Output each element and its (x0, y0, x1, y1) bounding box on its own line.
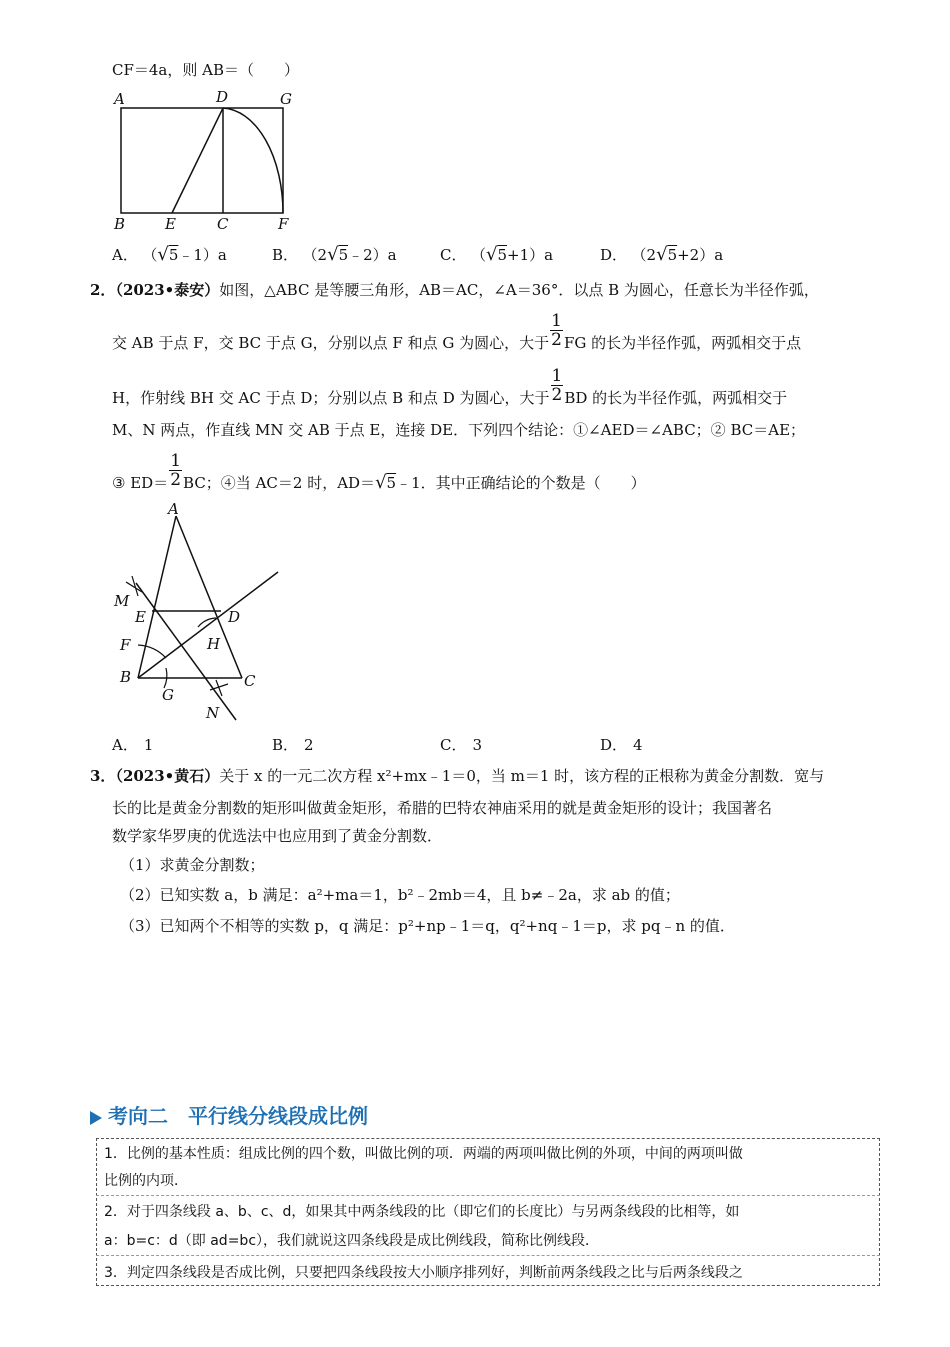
q1-option-a-radicand: 5 (168, 246, 179, 264)
q1-label-e: E (165, 215, 176, 233)
section-heading (90, 1100, 368, 1129)
q2-line3-a: H，作射线 BH 交 AC 于点 D；分别以点 B 和点 D 为圆心，大于 (112, 389, 550, 407)
q2-label-m: M (114, 592, 130, 610)
q2-line4: M、N 两点，作直线 MN 交 AB 于点 E，连接 DE．下列四个结论：①∠AED＝∠ABC；② BC＝AE； (112, 421, 806, 439)
q1-label-c: C (217, 215, 229, 233)
frac-den: 2 (551, 329, 562, 350)
q3-source: （2023•黄石） (115, 767, 220, 785)
q1-option-b-pre: （2 (310, 246, 328, 264)
q2-arc-fg (138, 645, 166, 658)
q1-option-b-label: B． (272, 246, 299, 264)
q2-label-a: A (168, 500, 179, 518)
q1-rectangle-figure (108, 86, 303, 234)
q2-line1: 如图，△ABC 是等腰三角形，AB＝AC，∠A＝36°．以点 B 为圆心，任意长为半径作弧， (219, 281, 819, 299)
q2-option-d-value: 4 (633, 736, 643, 754)
q2-side-ac (176, 516, 242, 678)
q3-sub2: （2）已知实数 a，b 满足：a²+ma＝1，b²﹣2mb＝4，且 b≠﹣2a，求 ab 的值； (120, 886, 680, 904)
q1-tail-text: CF＝4a，则 AB＝（ ） (112, 61, 299, 79)
q2-label-b: B (120, 668, 132, 686)
q2-label-h: H (207, 635, 221, 653)
q1-option-b-post: ﹣2）a (348, 246, 397, 264)
q2-option-b-value: 2 (304, 736, 314, 754)
q1-option-d[interactable] (600, 245, 723, 265)
q2-option-d[interactable] (600, 735, 643, 755)
q2-label-g: G (162, 686, 174, 704)
sqrt-icon: √ (157, 244, 169, 265)
section-title: 考向二 平行线分线段成比例 (108, 1104, 368, 1128)
box-line-3: 2．对于四条线段 a、b、c、d，如果其中两条线段的比（即它们的长度比）与另两条线段的比相等，如 (104, 1204, 740, 1220)
q2-label-n: N (206, 704, 220, 722)
sqrt-icon: √ (375, 472, 387, 493)
q2-frac-half-fg (550, 312, 563, 349)
q1-option-b[interactable] (272, 245, 397, 265)
q2-line2 (112, 310, 802, 353)
frac-den: 2 (170, 469, 182, 490)
q2-triangle-figure (108, 500, 288, 725)
q3-sub3: （3）已知两个不相等的实数 p，q 满足：p²+np﹣1＝q，q²+nq﹣1＝p，求 pq﹣n 的值． (120, 917, 735, 935)
q2-label-d: D (228, 608, 241, 626)
q2-line5 (112, 450, 646, 493)
q1-option-c-label: C． (440, 246, 467, 264)
q2-source: （2023•泰安） (115, 281, 220, 299)
q1-segment-de (172, 108, 223, 213)
q1-option-c-post: +1）a (507, 246, 554, 264)
frac-num: 1 (551, 365, 563, 386)
frac-den: 2 (551, 384, 563, 405)
q2-line5-b: BC；④当 AC＝2 时，AD＝ (183, 474, 376, 492)
q2-line5-a: ③ ED＝ (112, 474, 169, 492)
box-line-5: 3．判定四条线段是否成比例，只要把四条线段按大小顺序排列好，判断前两条线段之比与后两条线段之 (104, 1265, 743, 1281)
q2-line3-b: BD 的长为半径作弧，两弧相交于 (564, 389, 788, 407)
q2-line3 (112, 365, 788, 408)
q2-number: 2． (90, 281, 116, 299)
q3-sub1: （1）求黄金分割数； (120, 856, 265, 874)
box-separator (96, 1195, 880, 1196)
q2-option-c[interactable] (440, 735, 482, 755)
q1-option-d-radicand: 5 (667, 246, 678, 264)
frac-num: 1 (551, 310, 562, 331)
q1-arc-gf (223, 108, 283, 213)
sqrt-icon: √ (327, 244, 339, 265)
q3-line1: 关于 x 的一元二次方程 x²+mx﹣1＝0，当 m＝1 时，该方程的正根称为黄金分割数．宽与 (219, 767, 825, 785)
q2-frac-half-bd (551, 367, 564, 404)
q1-option-a-post: ﹣1）a (178, 246, 227, 264)
q1-option-b-radicand: 5 (338, 246, 349, 264)
q1-label-f: F (278, 215, 289, 233)
q1-label-g: G (280, 90, 292, 108)
triangle-bullet-icon (90, 1111, 102, 1125)
q1-option-c-radicand: 5 (497, 246, 508, 264)
q1-option-c[interactable] (440, 245, 553, 265)
q1-option-a-pre: （ (149, 246, 158, 264)
q1-rect-abcd (121, 108, 283, 213)
q3-line2: 长的比是黄金分割数的矩形叫做黄金矩形，希腊的巴特农神庙采用的就是黄金矩形的设计；我国著名 (112, 799, 773, 817)
q2-option-b-label: B． (272, 736, 299, 754)
q2-radicand: 5 (386, 474, 397, 492)
q1-option-d-pre: （2 (639, 246, 657, 264)
q2-line-mn (136, 583, 236, 720)
q3-number: 3． (90, 767, 116, 785)
q1-option-a-label: A． (112, 246, 138, 264)
q1-option-d-post: +2）a (677, 246, 724, 264)
q2-option-d-label: D． (600, 736, 628, 754)
q2-header (90, 280, 819, 300)
q1-option-a[interactable] (112, 245, 227, 265)
q2-label-e: E (135, 608, 146, 626)
q1-label-d: D (216, 88, 229, 106)
q2-option-a-value: 1 (143, 736, 154, 754)
q3-header (90, 766, 824, 786)
q2-label-f: F (120, 636, 131, 654)
q2-option-c-value: 3 (472, 736, 483, 754)
q3-line3: 数学家华罗庚的优选法中也应用到了黄金分割数． (112, 827, 443, 845)
sqrt-icon: √ (656, 244, 668, 265)
q2-line2-b: FG 的长为半径作弧，两弧相交于点 (563, 334, 802, 352)
frac-num: 1 (170, 450, 182, 471)
box-separator (96, 1255, 880, 1256)
sqrt-icon: √ (486, 244, 498, 265)
q1-label-b: B (114, 215, 126, 233)
q2-option-a-label: A． (112, 736, 138, 754)
box-line-4: a：b=c：d（即 ad=bc），我们就说这四条线段是成比例线段，简称比例线段． (104, 1233, 600, 1249)
q2-option-c-label: C． (440, 736, 467, 754)
q1-label-a: A (114, 90, 125, 108)
q1-option-d-label: D． (600, 246, 628, 264)
q2-line5-c: ﹣1．其中正确结论的个数是（ ） (396, 474, 646, 492)
q2-option-a[interactable] (112, 735, 153, 755)
q2-frac-half-bc (169, 452, 182, 489)
box-line-2: 比例的内项． (104, 1173, 188, 1189)
q2-label-c: C (244, 672, 256, 690)
q2-option-b[interactable] (272, 735, 314, 755)
box-line-1: 1．比例的基本性质：组成比例的四个数，叫做比例的项．两端的两项叫做比例的外项，中间的两项叫做 (104, 1146, 743, 1162)
q1-option-c-pre: （ (478, 246, 486, 264)
q2-line2-a: 交 AB 于点 F，交 BC 于点 G，分别以点 F 和点 G 为圆心，大于 (112, 334, 550, 352)
